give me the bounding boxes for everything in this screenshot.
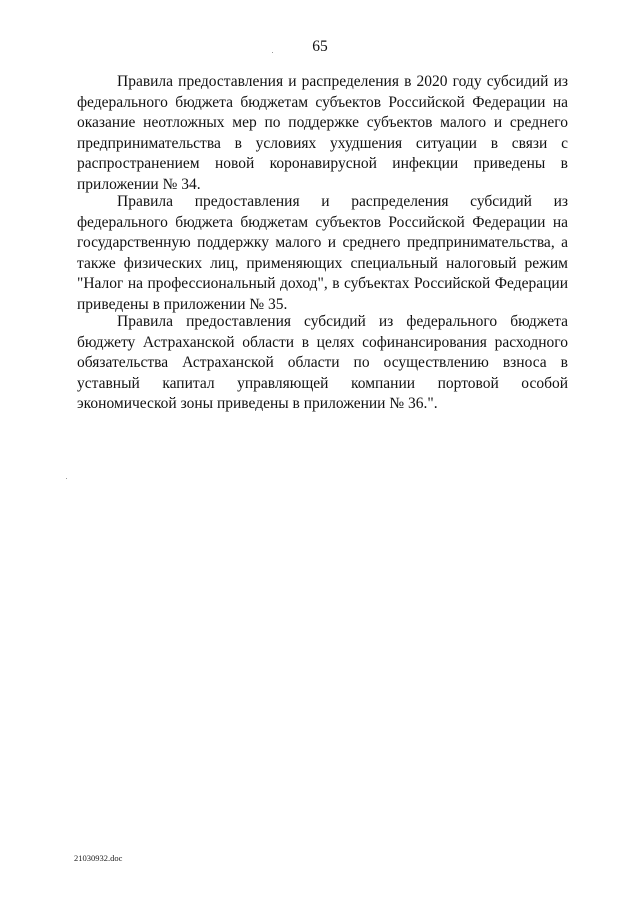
document-file-code: 21030932.doc [74, 853, 123, 863]
page-number: 65 [312, 38, 328, 55]
scan-speck [272, 52, 273, 53]
scan-speck [66, 478, 67, 479]
paragraph-appendix-36: Правила предоставления субсидий из федерального бюджета бюджету Астраханской области в целях софинансирования расходного обязательства Астраханской области по осуществлению взноса в уставный капитал управляющей компании портовой особой экономической зоны приведены в приложении № 36.". [77, 313, 568, 413]
paragraph-appendix-35: Правила предоставления и распределения субсидий из федерального бюджета бюджетам субъектов Российской Федерации на государственную поддержку малого и среднего предпринимательства, а также физических лиц, применяющих специальный налоговый режим "Налог на профессиональный доход", в субъектах Российской Федерации приведены в приложении № 35. [77, 193, 568, 313]
paragraph-appendix-34: Правила предоставления и распределения в 2020 году субсидий из федерального бюджета бюджетам субъектов Российской Федерации на оказание неотложных мер по поддержке субъектов малого и среднего предпринимательства в условиях ухудшения ситуации в связи с распространением новой коронавирусной инфекции приведены в приложении № 34. [77, 73, 568, 193]
